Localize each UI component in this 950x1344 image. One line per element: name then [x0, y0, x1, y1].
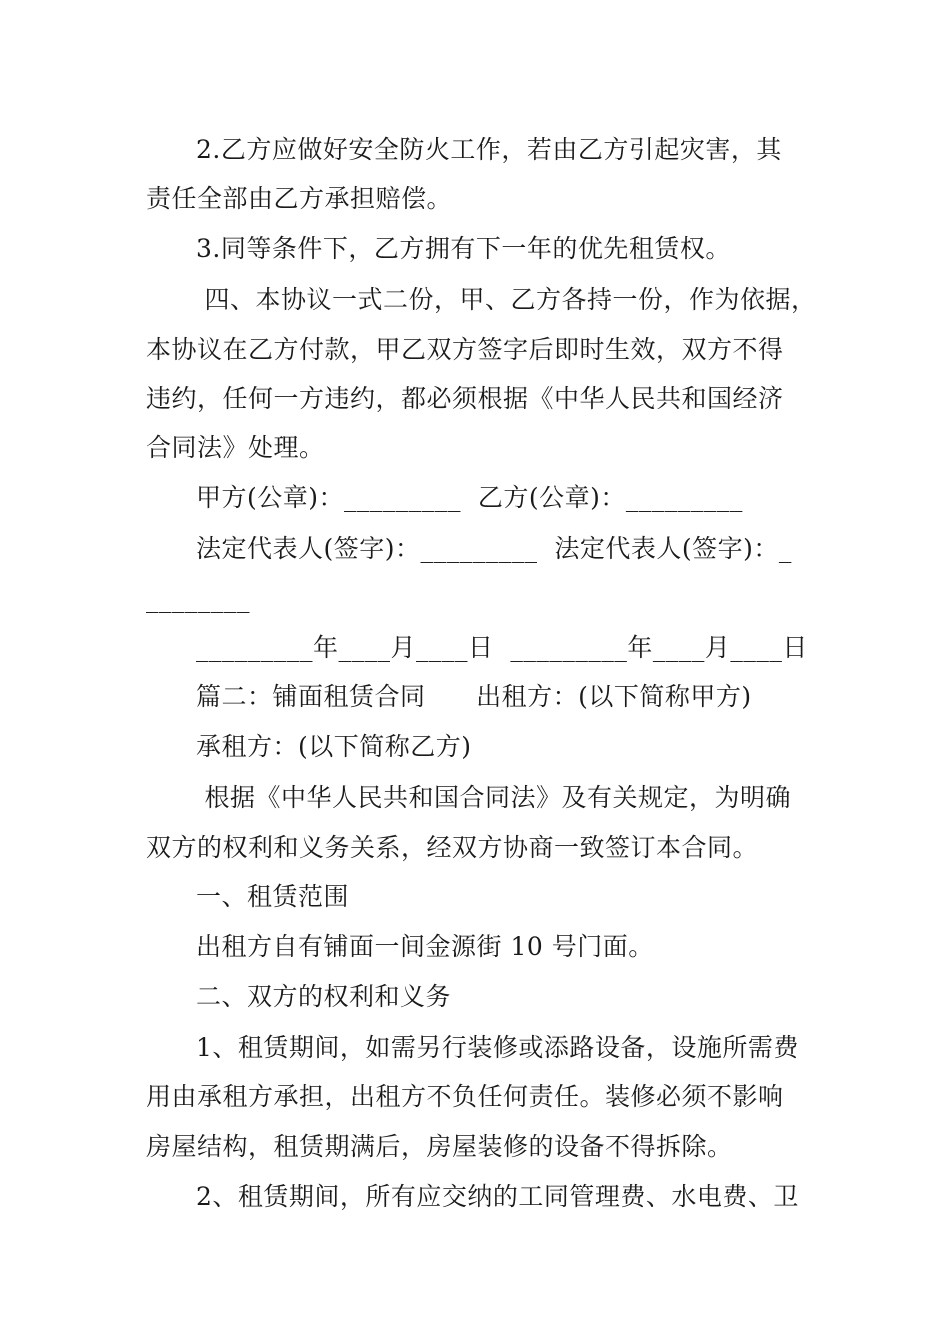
text-line: 1、租赁期间，如需另行装修或添路设备，设施所需费	[196, 1033, 799, 1062]
signature-line-representative: 法定代表人(签字)：_________ 法定代表人(签字)：_	[196, 534, 792, 563]
text-line: 违约，任何一方违约，都必须根据《中华人民共和国经济	[146, 384, 784, 413]
text-line: 承租方：(以下简称乙方)	[196, 732, 472, 761]
section-heading: 篇二：铺面租赁合同 出租方：(以下简称甲方)	[196, 682, 752, 711]
text-line: 出租方自有铺面一间金源街 10 号门面。	[196, 932, 654, 961]
text-line: 用由承租方承担，出租方不负任何责任。装修必须不影响	[146, 1082, 784, 1111]
date-line: _________年____月____日 _________年____月____日	[196, 633, 808, 662]
signature-line-continuation: ________	[146, 584, 250, 613]
text-line: 四、本协议一式二份，甲、乙方各持一份，作为依据，	[196, 285, 817, 314]
text-line: 3.同等条件下，乙方拥有下一年的优先租赁权。	[196, 234, 731, 263]
clause-heading: 二、双方的权利和义务	[196, 982, 452, 1011]
clause-heading: 一、租赁范围	[196, 882, 350, 911]
text-line: 本协议在乙方付款，甲乙双方签字后即时生效，双方不得	[146, 335, 784, 364]
signature-line-seal: 甲方(公章)：_________ 乙方(公章)：_________	[196, 483, 743, 512]
text-line: 合同法》处理。	[146, 433, 325, 462]
text-line: 根据《中华人民共和国合同法》及有关规定，为明确	[196, 783, 791, 812]
text-line: 房屋结构，租赁期满后，房屋装修的设备不得拆除。	[146, 1132, 733, 1161]
text-line: 双方的权利和义务关系，经双方协商一致签订本合同。	[146, 833, 759, 862]
text-line: 2.乙方应做好安全防火工作，若由乙方引起灾害，其	[196, 135, 782, 164]
text-line: 2、租赁期间，所有应交纳的工同管理费、水电费、卫	[196, 1182, 799, 1211]
text-line: 责任全部由乙方承担赔偿。	[146, 184, 453, 213]
